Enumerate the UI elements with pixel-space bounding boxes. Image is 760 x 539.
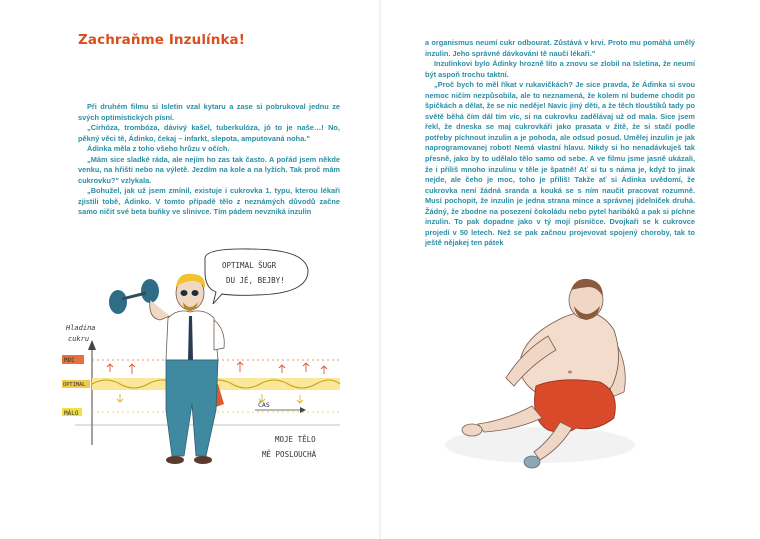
paragraph: „Bohužel, jak už jsem zmínil, existuje i cukrovka 1. typu, kterou lékaři zjistili tobě, Ádinko. V tomto případě tělo z neznámých důvodů začne samo ničit své beta buňky ve slinivce. Tím pádem nevzniká inzulin (78, 186, 340, 217)
illustration-caption: MOJE TĚLO (275, 435, 316, 444)
paragraph: Inzulínkovi bylo Ádinky hrozně líto a znovu se zlobil na Isletina, že neumí být aspoň trochu taktní. (425, 59, 695, 79)
paragraph: Při druhém filmu si Isletin vzal kytaru a zase si pobrukoval jednu ze svých optimistických písní. (78, 102, 340, 122)
axis-label: Hladina (66, 324, 96, 332)
axis-label: cukru (68, 335, 90, 343)
sitting-man-figure (445, 279, 635, 468)
paragraph: „Proč bych to měl říkat v rukavičkách? Je sice pravda, že Ádinka si svou nemoc ničím nezpůsobila, ale to neznamená, že kolem ní budeme chodit po špičkách a dělat, že se nic neděje! Navíc jiný děti, a že těch tlouštíků tady po světě běhá čím dál tím víc, si na cukrovku zadělávaj už od mala. Sice jsem řekl, že dneska se maj cukrovkáři jako prasata v žitě, že si stačí podle potřeby píchnout inzulin a je pohoda, ale odsud posud. Umělej inzulin je jak naprogramovanej robot! Nemá vlastní hlavu. Nikdy si ho nenadávkuješ tak přesně, jako by to udělalo tělo samo od sebe. A ve filmu jsme jasně ukázali, že i příliš mnoho inzulinu v těle je špatně! Ať si tu s náma je, když to jinak nejde, ale čeho je moc, toho je příliš! Takže ať si Ádinka uvědomí, že cukrovka není žádná sranda a kouká se s ním naučit pracovat rozumně. Musí pochopit, že inzulin je jedna strana mince a správnej jídelníček druhá. Žádný, že zbodne na posezení čokoládu nebo pytel haribáků a pak si píchne inzulin. To pak dopadne jako v tý mojí písničce. Dvojkaři se k cukrovce projedí v 50 letech. Než se pak začnou projevovat spojený choroby, tak to ještě nějakej ten pátek (425, 80, 695, 248)
speech-text: DU JÉ, BEJBY! (226, 276, 285, 285)
paragraph: a organismus neumí cukr odbourat. Zůstává v krvi. Proto mu pomáhá umělý inzulin. Jeho správné dávkování tě naučí lékaři." (425, 38, 695, 58)
paragraph: Ádinka měla z toho všeho hrůzu v očích. (87, 144, 230, 154)
chapter-title: Zachraňme Inzulínka! (78, 32, 246, 48)
level-low-label: MÁLO (64, 410, 79, 417)
paragraph: „Mám sice sladké ráda, ale nejím ho zas tak často. A pořád jsem někde venku, na hřišti nebo na výletě. Jezdím na kole a na lyžích. Tak proč mám cukrovku?" vzlykala. (78, 154, 340, 185)
paragraph: „Cirhóza, trombóza, dávivý kašel, tuberkulóza, jó to je naše…! No, pěkný věci tě, Ádinko, čekaj – infarkt, slepota, amputovaná noha." (78, 123, 340, 143)
speech-text: OPTIMAL ŠUGR (222, 261, 277, 270)
level-optimal-label: OPTIMAL (63, 382, 86, 388)
illustration-caption: MĚ POSLOUCHÁ (262, 450, 317, 459)
time-label: ČAS (258, 401, 270, 409)
level-high-label: MOC (64, 357, 75, 364)
